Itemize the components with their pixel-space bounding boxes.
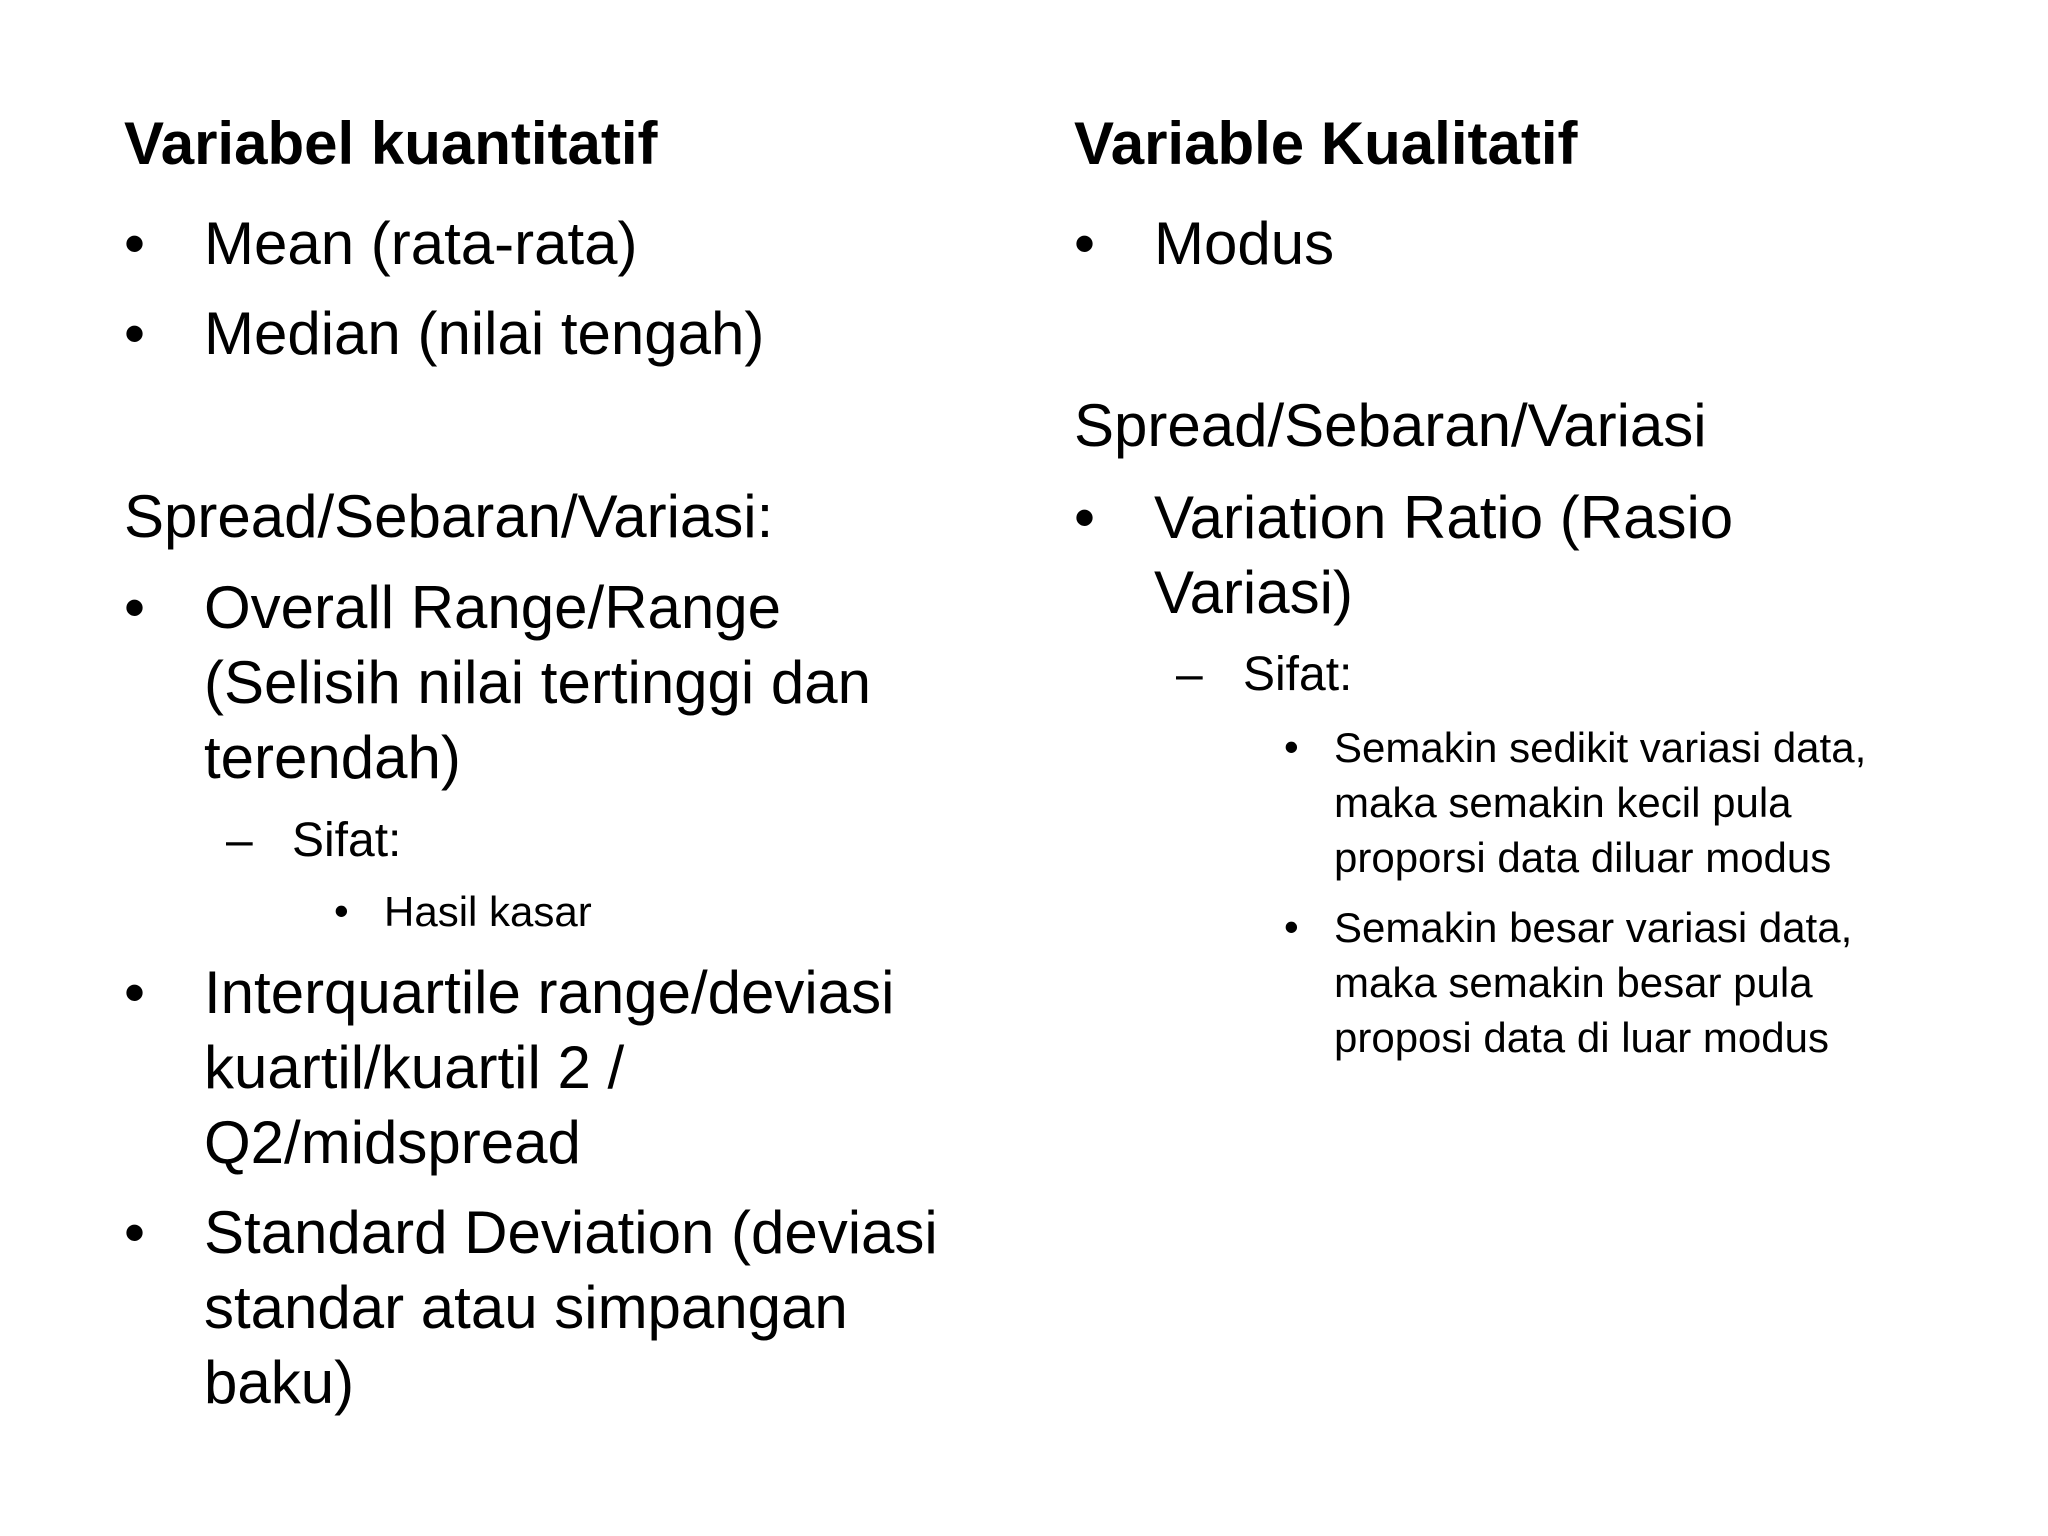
sifat-item-2-line1: Semakin besar variasi data, — [1334, 904, 1853, 951]
bullet-icon: • — [124, 574, 146, 641]
spread-item-sd-line2: standar atau simpangan — [204, 1274, 848, 1341]
sifat-item-1-line2: maka semakin kecil pula — [1334, 779, 1792, 826]
spread-item-range-line3: terendah) — [204, 724, 461, 791]
left-sifat-label: Sifat: — [292, 814, 402, 867]
right-spread-heading: Spread/Sebaran/Variasi — [1074, 392, 1707, 459]
bullet-icon: • — [1074, 210, 1096, 277]
dash-icon: – — [226, 814, 253, 867]
sifat-item-2-line2: maka semakin besar pula — [1334, 959, 1813, 1006]
sifat-item-2-line3: proposi data di luar modus — [1334, 1014, 1829, 1061]
spread-item-sd-line1: Standard Deviation (deviasi — [204, 1199, 938, 1266]
bullet-icon: • — [124, 300, 146, 367]
sifat-item-1-line3: proporsi data diluar modus — [1334, 834, 1832, 881]
bullet-icon: • — [334, 887, 349, 934]
bullet-icon: • — [1074, 484, 1096, 551]
list-item-mean: Mean (rata-rata) — [204, 210, 638, 277]
spread-item-iqr-line3: Q2/midspread — [204, 1109, 581, 1176]
bullet-icon: • — [1284, 723, 1299, 770]
spread-item-variation-ratio-line2: Variasi) — [1154, 559, 1353, 626]
left-heading: Variabel kuantitatif — [124, 110, 658, 177]
right-sifat-label: Sifat: — [1243, 648, 1353, 701]
spread-item-sd-line3: baku) — [204, 1349, 355, 1416]
bullet-icon: • — [1284, 903, 1299, 950]
spread-item-range-line1: Overall Range/Range — [204, 574, 782, 641]
bullet-icon: • — [124, 210, 146, 277]
list-item-modus: Modus — [1154, 210, 1335, 277]
spread-item-variation-ratio-line1: Variation Ratio (Rasio — [1154, 484, 1734, 551]
dash-icon: – — [1176, 648, 1203, 701]
sifat-item-hasil-kasar: Hasil kasar — [384, 888, 592, 935]
spread-item-iqr-line2: kuartil/kuartil 2 / — [204, 1034, 625, 1101]
bullet-icon: • — [124, 959, 146, 1026]
right-heading: Variable Kualitatif — [1074, 110, 1578, 177]
bullet-icon: • — [124, 1199, 146, 1266]
left-spread-heading: Spread/Sebaran/Variasi: — [124, 483, 774, 550]
list-item-median: Median (nilai tengah) — [204, 300, 765, 367]
spread-item-iqr-line1: Interquartile range/deviasi — [204, 959, 895, 1026]
sifat-item-1-line1: Semakin sedikit variasi data, — [1334, 724, 1867, 771]
spread-item-range-line2: (Selisih nilai tertinggi dan — [204, 649, 872, 716]
